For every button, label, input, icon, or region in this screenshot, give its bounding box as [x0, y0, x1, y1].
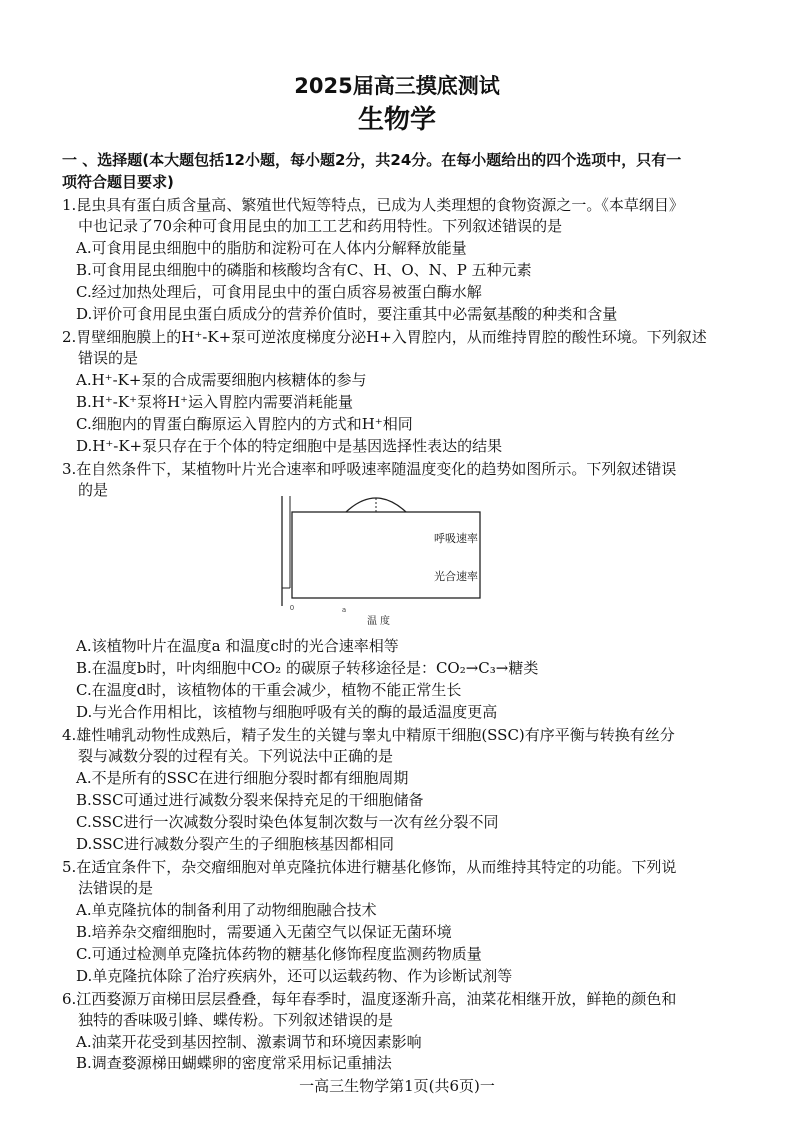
q2-stem-cont: 错误的是	[78, 349, 139, 367]
page-footer: 一高三生物学第1页(共6页)一	[299, 1077, 495, 1095]
q5-option-b: B.培养杂交瘤细胞时，需要通入无菌空气以保证无菌环境	[76, 923, 452, 941]
q6-stem-cont: 独特的香味吸引蜂、蝶传粉。下列叙述错误的是	[78, 1011, 394, 1029]
x-axis-label: 温度	[367, 616, 393, 627]
q2-option-c: C.细胞内的胃蛋白酶原运入胃腔内的方式和H⁺相同	[76, 415, 413, 433]
q3-stem-cont: 的是	[78, 481, 109, 499]
q5-option-c: C.可通过检测单克隆抗体药物的糖基化修饰程度监测药物质量	[76, 945, 482, 963]
x-tick-0: 0	[289, 604, 295, 612]
q6-option-b: B.调查婺源梯田蝴蝶卵的密度常采用标记重捕法	[76, 1054, 392, 1072]
section-heading-cont: 项符合题目要求)	[62, 173, 174, 191]
q3-option-b: B.在温度b时，叶肉细胞中CO₂ 的碳原子转移途径是：CO₂→C₃→糖类	[76, 659, 539, 677]
q2-option-b: B.H⁺-K⁺泵将H⁺运入胃腔内需要消耗能量	[76, 393, 353, 411]
q4-stem-cont: 裂与减数分裂的过程有关。下列说法中正确的是	[78, 747, 394, 765]
q5-option-a: A.单克隆抗体的制备利用了动物细胞融合技术	[76, 901, 377, 919]
q4-option-c: C.SSC进行一次减数分裂时染色体复制次数与一次有丝分裂不同	[76, 813, 499, 831]
q3-option-c: C.在温度d时，该植物体的干重会减少，植物不能正常生长	[76, 681, 462, 699]
q5-stem: 5.在适宜条件下，杂交瘤细胞对单克隆抗体进行糖基化修饰，从而维持其特定的功能。下列说	[62, 858, 677, 876]
q3-option-a: A.该植物叶片在温度a 和温度c时的光合速率相等	[76, 637, 399, 655]
q4-option-d: D.SSC进行减数分裂产生的子细胞核基因都相同	[76, 835, 395, 853]
q5-option-d: D.单克隆抗体除了治疗疾病外，还可以运载药物、作为诊断试剂等	[76, 967, 513, 985]
q3-option-d: D.与光合作用相比，该植物与细胞呼吸有关的酶的最适温度更高	[76, 703, 498, 721]
q6-option-a: A.油菜开花受到基因控制、激素调节和环境因素影响	[76, 1033, 422, 1051]
q1-option-d: D.评价可食用昆虫蛋白质成分的营养价值时，要注重其中必需氨基酸的种类和含量	[76, 305, 618, 323]
q4-option-b: B.SSC可通过进行减数分裂来保持充足的干细胞储备	[76, 791, 424, 809]
q1-option-b: B.可食用昆虫细胞中的磷脂和核酸均含有C、H、O、N、P 五种元素	[76, 261, 532, 279]
q2-option-a: A.H⁺-K+泵的合成需要细胞内核糖体的参与	[76, 371, 367, 389]
q4-option-a: A.不是所有的SSC在进行细胞分裂时都有细胞周期	[76, 769, 409, 787]
q3-stem: 3.在自然条件下，某植物叶片光合速率和呼吸速率随温度变化的趋势如图所示。下列叙述错误	[62, 460, 677, 478]
rate-temperature-chart	[268, 490, 488, 630]
q2-option-d: D.H⁺-K+泵只存在于个体的特定细胞中是基因选择性表达的结果	[76, 437, 503, 455]
q5-stem-cont: 法错误的是	[78, 879, 154, 897]
legend-photosynthesis-label: 光合速率	[434, 570, 478, 583]
q2-stem: 2.胃壁细胞膜上的H⁺-K+泵可逆浓度梯度分泌H+入胃腔内，从而维持胃腔的酸性环境。下列叙述	[62, 328, 707, 346]
x-tick-a: a	[341, 606, 347, 614]
photosynthesis-curve-peak	[346, 498, 406, 512]
q1-option-a: A.可食用昆虫细胞中的脂肪和淀粉可在人体内分解释放能量	[76, 239, 467, 257]
q6-stem: 6.江西婺源万亩梯田层层叠叠，每年春季时，温度逐渐升高，油菜花相继开放，鲜艳的颜色和	[62, 990, 677, 1008]
q1-stem-cont: 中也记录了70余种可食用昆虫的加工工艺和药用特性。下列叙述错误的是	[78, 217, 563, 235]
plot-frame	[292, 512, 480, 598]
section-heading: 一 、选择题(本大题包括12小题，每小题2分，共24分。在每小题给出的四个选项中，只有一	[62, 151, 682, 169]
subject-title: 生物学	[357, 105, 436, 135]
exam-title: 2025届高三摸底测试	[294, 74, 500, 98]
q4-stem: 4.雄性哺乳动物性成熟后，精子发生的关键与睾丸中精原干细胞(SSC)有序平衡与转换有丝分	[62, 726, 675, 744]
q1-option-c: C.经过加热处理后，可食用昆虫中的蛋白质容易被蛋白酶水解	[76, 283, 482, 301]
legend-respiration-label: 呼吸速率	[434, 532, 478, 545]
q1-stem: 1.昆虫具有蛋白质含量高、繁殖世代短等特点，已成为人类理想的食物资源之一。《本草纲目》	[62, 196, 684, 214]
